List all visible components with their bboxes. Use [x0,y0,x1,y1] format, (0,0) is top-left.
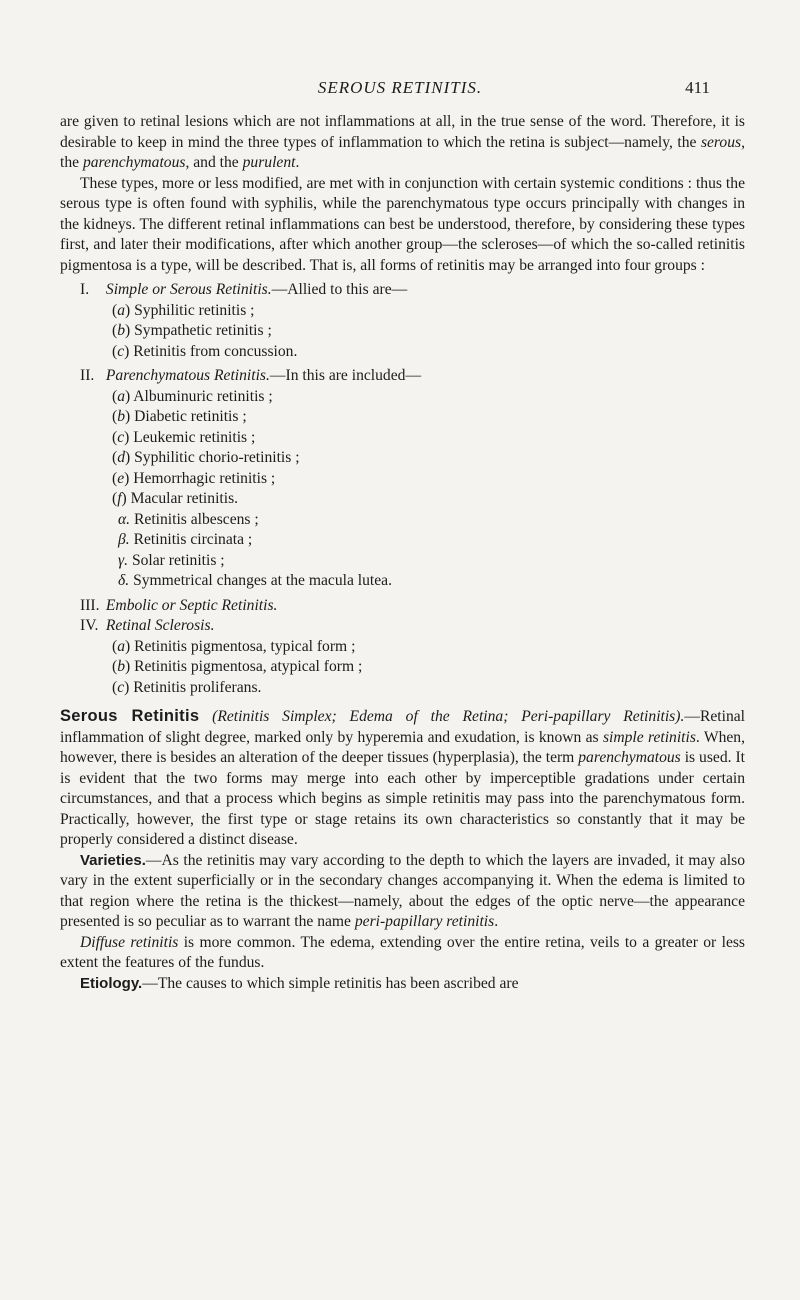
outline-item: (c) Retinitis proliferans. [112,678,262,696]
serous-retinitis-section: Serous Retinitis (Retinitis Simplex; Edema of the Retina; Peri-papillary Retinitis).—Retinal inflammation of slight degree, marked only by hyperemia and exudation, is known as simple retinitis. When, however, there is besides an alteration of the deeper tissues (hyperplasia), the term parenchymatous is used. It is evident that the two forms may merge into each other by imperceptible gradations under certain circumstances, and that a process which begins as simple retinitis may pass into the parenchymatous form. Practically, however, the first type or stage retains its own characteristics so constantly that it may be properly considered a distinct disease. [60,707,745,848]
outline-subitem: γ. Solar retinitis ; [118,551,225,569]
diffuse-paragraph: Diffuse retinitis is more common. The edema, extending over the entire retina, veils to a greater or less extent the features of the fundus. [60,933,745,971]
outline-item: (d) Syphilitic chorio-retinitis ; [112,449,300,466]
outline-group-2: II. Parenchymatous Retinitis.—In this are included— [80,367,422,384]
page-number: 411 [685,78,710,97]
section-heading: Serous Retinitis [60,707,200,725]
outline-subitem: α. Retinitis albescens ; [118,510,259,528]
outline-item: (b) Diabetic retinitis ; [112,408,247,425]
outline-item: (a) Albuminuric retinitis ; [112,387,273,405]
outline-group-3: III. Embolic or Septic Retinitis. [80,596,278,614]
outline-item: (b) Sympathetic retinitis ; [112,322,272,339]
intro-paragraph-1: are given to retinal lesions which are not inflammations at all, in the true sense of the word. Therefore, it is desirable to keep in mind the three types of inflammation to which the retina is subject—namely, the serous, the parenchymatous, and the purulent. [60,113,745,171]
outline-item: (a) Syphilitic retinitis ; [112,301,255,319]
intro-paragraph-2: These types, more or less modified, are met with in conjunction with certain systemic conditions : thus the serous type is often found with syphilis, while the parenchymatous type occurs principally with changes in the kidneys. The different retinal inflammations can best be understood, therefore, by considering these types first, and later their modifications, after which another group—the scleroses—of which the so-called retinitis pigmentosa is a type, will be described. That is, all forms of retinitis may be arranged into four groups : [60,174,745,274]
outline-item: (a) Retinitis pigmentosa, typical form ; [112,637,356,655]
outline-subitem: β. Retinitis circinata ; [118,531,253,548]
outline-subitem: δ. Symmetrical changes at the macula lutea. [118,572,392,589]
running-title: SEROUS RETINITIS. [317,78,483,97]
classification-outline [60,280,745,698]
etiology-paragraph: Etiology.—The causes to which simple retinitis has been ascribed are [80,974,519,992]
varieties-paragraph: Varieties.—As the retinitis may vary according to the depth to which the layers are invaded, it may also vary in the extent superficially or in the secondary changes accompanying it. When the edema is limited to that region where the retina is the thickest—namely, about the edges of the optic nerve—the appearance presented is so peculiar as to warrant the name peri-papillary retinitis. [60,851,745,930]
outline-item: (c) Retinitis from concussion. [112,342,298,360]
outline-item: (b) Retinitis pigmentosa, atypical form ; [112,658,363,675]
outline-item: (e) Hemorrhagic retinitis ; [112,469,276,487]
page-body [60,112,745,994]
outline-item: (f) Macular retinitis. [112,490,239,507]
running-head [0,78,800,102]
outline-item: (c) Leukemic retinitis ; [112,428,256,446]
outline-group-1: I. Simple or Serous Retinitis.—Allied to this are— [80,281,408,298]
outline-group-4: IV. Retinal Sclerosis. [80,617,215,634]
